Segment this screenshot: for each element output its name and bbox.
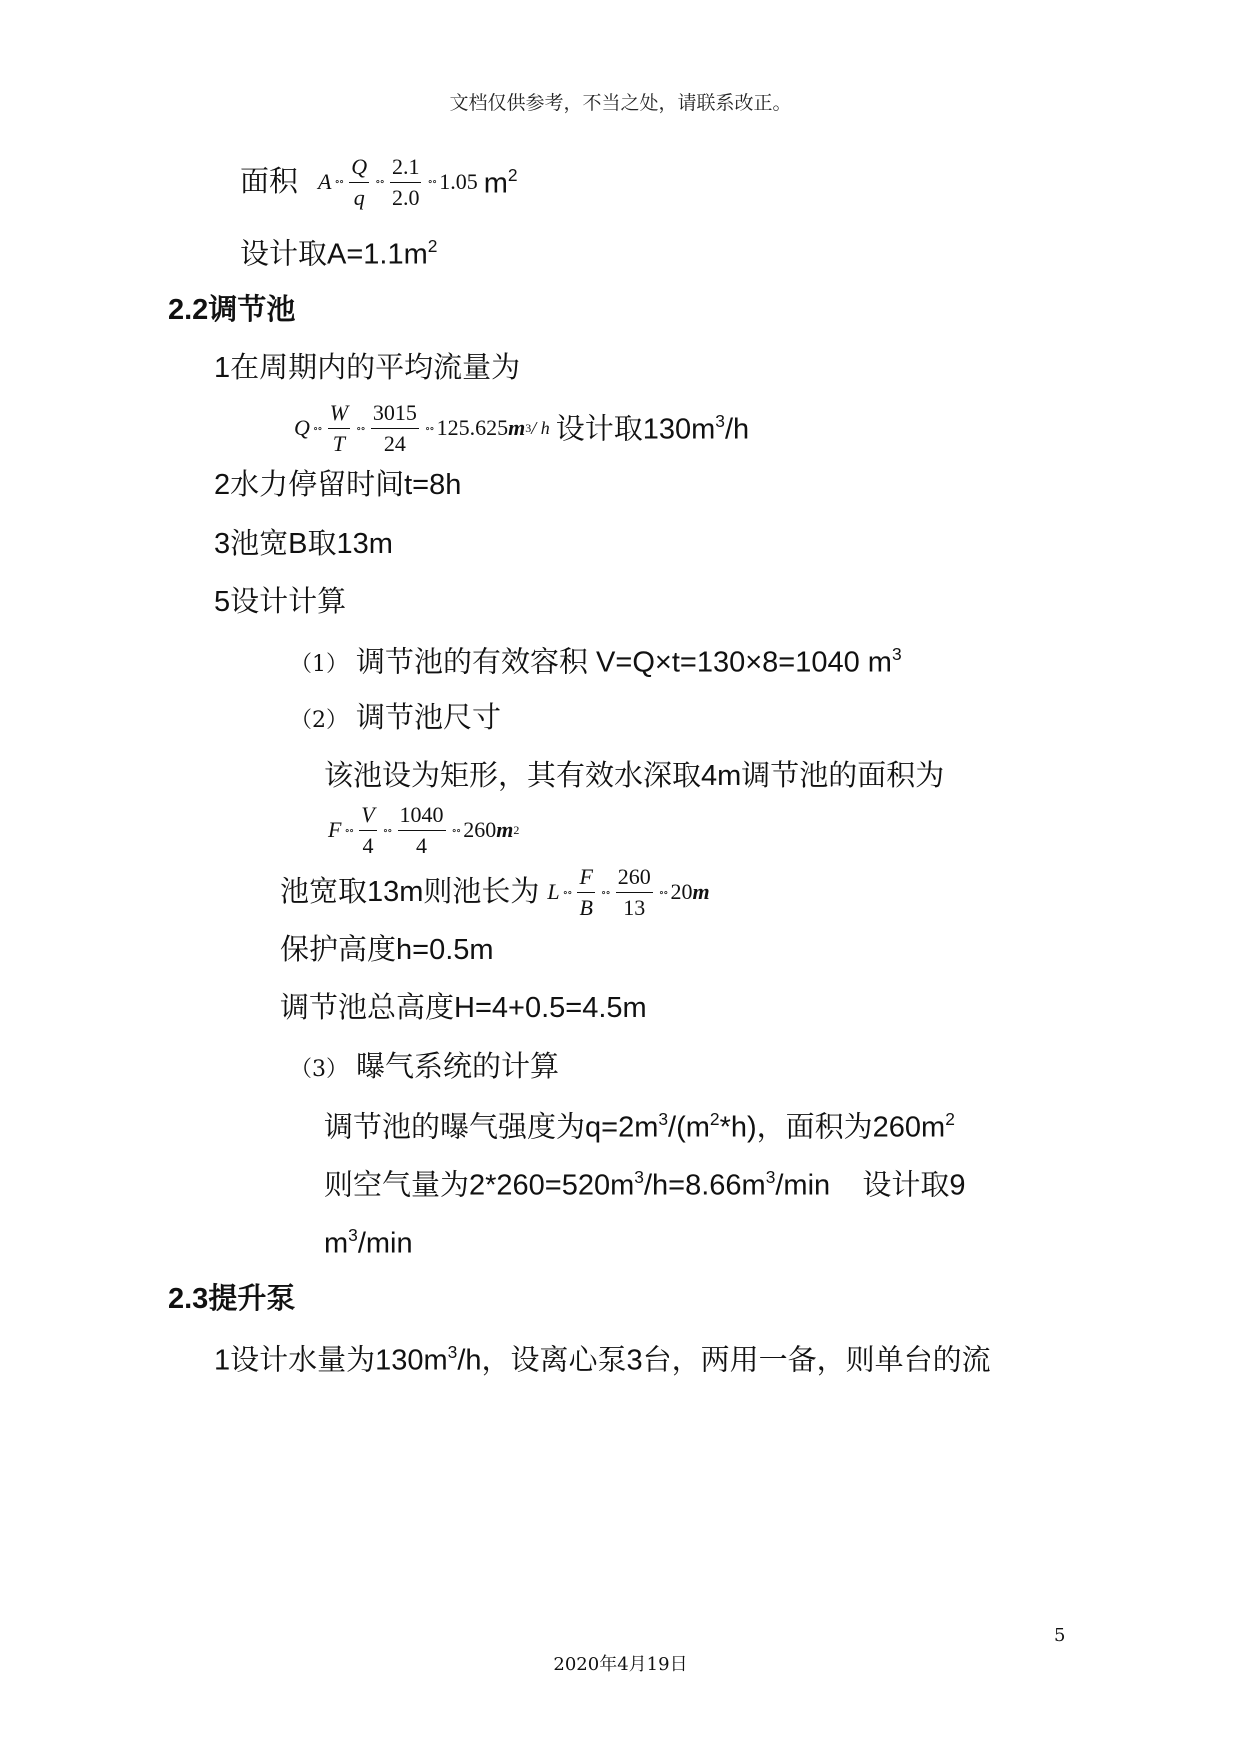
area-design-line [240,238,437,269]
formula-operator: ∘∘ [334,175,344,188]
unit-tail: / h [531,417,550,438]
text-part: 则空气量为2*260=520m [324,1169,635,1202]
sub-item-number: （1） [290,652,348,678]
item-5: 5设计计算 [214,586,347,618]
f-formula-line [328,800,519,860]
formula-lhs: Q [294,415,310,441]
fraction-numerator: V [359,800,376,831]
fraction-numerator: W [328,398,350,429]
area-formula-line [240,152,518,212]
fraction-numerator: 3015 [371,398,419,429]
fraction-denominator: q [353,184,365,210]
unit-base: m [483,166,508,199]
sub-item-text: 调节池尺寸 [356,702,502,734]
fraction-f-b [577,862,594,922]
section-heading-2-2: 2.2调节池 [168,294,296,326]
fraction-v-4 [359,800,376,860]
formula-lhs: L [547,879,560,905]
sub-item-text: 曝气系统的计算 [356,1051,560,1083]
text-part: 1设计水量为130m [214,1344,448,1377]
fraction-values [616,862,653,922]
pump-line [214,1344,991,1375]
exponent: 3 [348,1225,358,1245]
flow-formula [294,398,550,458]
formula-operator: ∘∘ [312,422,322,435]
text-part: /min [357,1227,413,1260]
f-formula [328,800,519,860]
fraction-denominator: 2.0 [391,184,420,210]
flow-design-text: 设计取130m [555,412,716,445]
sub-item-2 [290,704,501,733]
exponent: 2 [945,1109,955,1129]
length-line [280,862,710,922]
flow-design-exponent: 3 [715,410,725,431]
formula-result: 20 [670,879,693,905]
exponent: 3 [765,1167,776,1187]
protect-height: 保护高度h=0.5m [280,934,494,966]
aeration-line-1 [324,1111,955,1142]
exponent: 3 [634,1167,644,1187]
formula-operator: ∘∘ [375,175,384,188]
footer-date: 2020年4月19日 [553,1654,688,1675]
area-label: 面积 [240,165,299,198]
fraction-denominator: 4 [362,832,374,858]
formula-result: 260 [463,817,497,843]
unit-exponent: 3 [525,420,532,435]
sub-item-text: 调节池的有效容积 V=Q×t=130×8=1040 m [356,646,892,679]
formula-operator: ∘∘ [600,886,610,899]
formula-result: 125.625 [436,415,509,441]
aeration-line-3 [324,1227,413,1258]
area-design-text: 设计取A=1.1m [240,238,428,271]
formula-operator: ∘∘ [356,422,365,435]
fraction-numerator: 260 [616,862,653,893]
text-part: *h)，面积为260m [719,1111,946,1144]
formula-operator: ∘∘ [382,824,392,837]
formula-unit [483,164,518,199]
sub-item-number: （3） [290,1057,348,1082]
fraction-values [371,398,419,458]
formula-unit: m [508,415,526,441]
fraction-denominator: T [332,430,345,456]
fraction-denominator: B [579,894,593,920]
aeration-line-2 [324,1169,966,1200]
fraction-denominator: 13 [623,894,646,920]
text-part: m [324,1227,349,1260]
text-part: /h，设离心泵3台，两用一备，则单台的流 [457,1344,991,1377]
formula-operator: ∘∘ [658,886,668,899]
text-part: /(m [668,1111,710,1144]
fraction-values [398,800,446,860]
flow-formula-line [294,398,749,458]
fraction-q [349,152,369,212]
sub-item-1 [290,646,902,677]
sub-item-3 [290,1053,559,1082]
l-formula [547,862,709,922]
length-text: 池宽取13m则池长为 [280,875,540,908]
exponent: 3 [658,1109,669,1129]
formula-unit: m [496,817,514,843]
item-1: 1在周期内的平均流量为 [214,352,521,384]
unit-exponent: 2 [513,822,520,837]
fraction-numerator: Q [349,152,369,183]
item-2: 2水力停留时间t=8h [214,469,462,501]
fraction-numerator: F [577,862,594,893]
sub-item-exponent: 3 [891,644,902,664]
section-heading-2-3: 2.3提升泵 [168,1283,296,1315]
formula-lhs: A [318,169,332,195]
formula-lhs: F [328,817,342,843]
text-part: /h=8.66m [643,1169,766,1202]
formula-operator: ∘∘ [451,824,461,837]
sub-item-number: （2） [290,708,348,733]
area-formula [318,152,518,212]
fraction-w-t [328,398,350,458]
text-part: /min 设计取9 [775,1169,966,1202]
text-part: 调节池的曝气强度为q=2m [324,1111,659,1144]
rectangle-depth-text: 该池设为矩形，其有效水深取4m调节池的面积为 [324,760,945,792]
unit-exponent: 2 [507,164,518,185]
fraction-numerator: 1040 [398,800,446,831]
exponent: 2 [709,1109,720,1129]
formula-operator: ∘∘ [424,422,434,435]
page-header-note: 文档仅供参考，不当之处，请联系改正。 [449,92,792,114]
formula-operator: ∘∘ [344,824,354,837]
flow-design-tail: /h [724,412,750,445]
exponent: 3 [447,1342,458,1362]
fraction-values [390,152,422,212]
flow-design [555,410,750,445]
formula-unit: m [692,879,710,905]
formula-operator: ∘∘ [427,175,437,188]
item-3: 3池宽B取13m [214,528,393,560]
area-design-exponent: 2 [427,236,438,256]
page-number: 5 [1054,1625,1066,1646]
fraction-denominator: 24 [383,430,406,456]
fraction-numerator: 2.1 [390,152,422,183]
fraction-denominator: 4 [416,832,427,858]
formula-result: 1.05 [439,169,478,195]
total-height: 调节池总高度H=4+0.5=4.5m [280,992,647,1024]
formula-operator: ∘∘ [562,886,572,899]
